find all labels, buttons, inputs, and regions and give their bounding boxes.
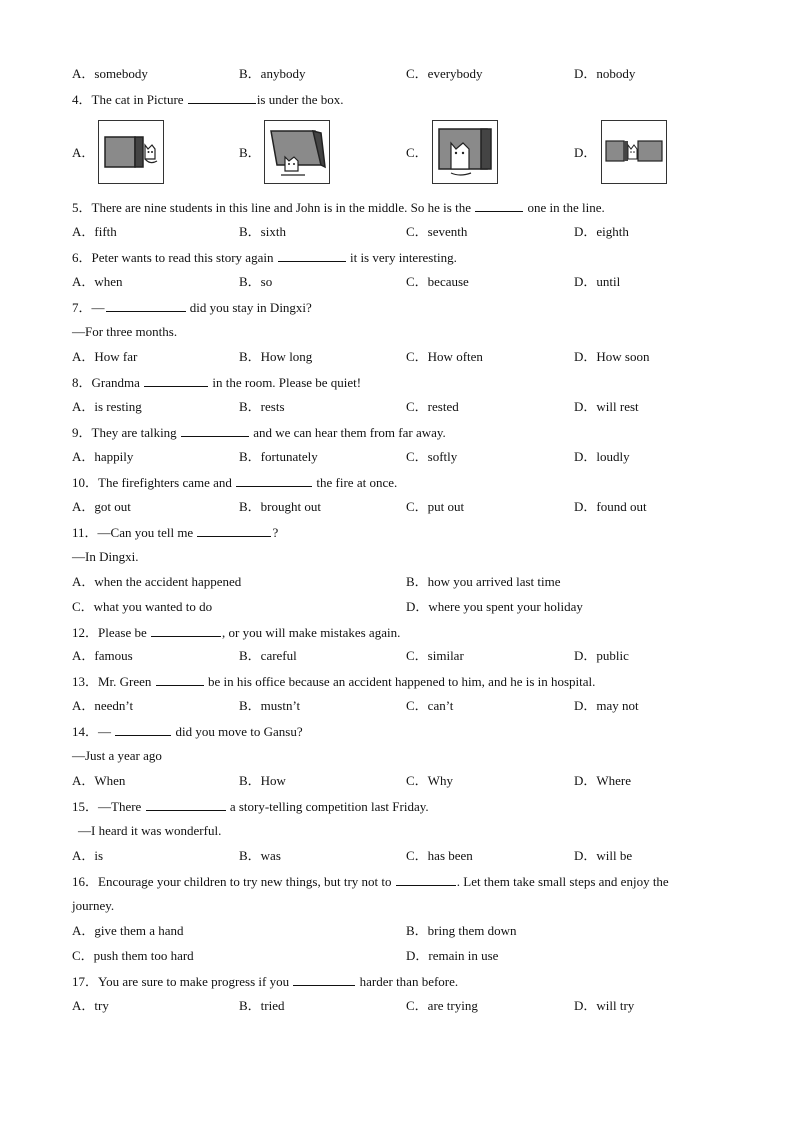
- q11-option-d[interactable]: D．where you spent your holiday: [406, 599, 583, 614]
- cat-in-box-icon[interactable]: [432, 120, 498, 184]
- q14-blank[interactable]: [115, 723, 171, 736]
- q5-blank[interactable]: [475, 199, 523, 212]
- q12-option-d[interactable]: D．public: [574, 648, 629, 663]
- q15-options: [0, 848, 794, 864]
- q7-options: [0, 349, 794, 365]
- q9-option-b[interactable]: B．fortunately: [239, 449, 318, 464]
- q6-option-c[interactable]: C．because: [406, 274, 469, 289]
- q11-blank[interactable]: [197, 524, 271, 537]
- q8-blank[interactable]: [144, 374, 208, 387]
- q10-option-b[interactable]: B．brought out: [239, 499, 321, 514]
- q4-blank[interactable]: [188, 91, 256, 104]
- q9-option-a[interactable]: A．happily: [72, 449, 134, 464]
- q13-blank[interactable]: [156, 673, 204, 686]
- q11-option-a[interactable]: A．when the accident happened: [72, 574, 242, 589]
- q17-blank[interactable]: [293, 973, 355, 986]
- cat-between-boxes-icon[interactable]: [601, 120, 667, 184]
- q4-picture-options: [0, 118, 794, 188]
- q3-option-d[interactable]: D．nobody: [574, 66, 636, 81]
- q5-options: [0, 224, 794, 240]
- q4-option-a[interactable]: A．: [72, 145, 95, 160]
- q3-option-b[interactable]: B．anybody: [239, 66, 306, 81]
- q11-reply: —In Dingxi.: [72, 549, 139, 564]
- q15-option-b[interactable]: B．was: [239, 848, 281, 863]
- q16-stem-continued: journey.: [72, 898, 115, 913]
- q15-stem: 15．—There a story-telling competition last Friday.: [72, 799, 429, 814]
- q3-options: [0, 66, 794, 82]
- q7-option-b[interactable]: B．How long: [239, 349, 313, 364]
- q10-option-c[interactable]: C．put out: [406, 499, 465, 514]
- q9-blank[interactable]: [181, 424, 249, 437]
- q14-option-c[interactable]: C．Why: [406, 773, 453, 788]
- q4-option-b[interactable]: B．: [239, 145, 261, 160]
- q12-option-b[interactable]: B．careful: [239, 648, 297, 663]
- q8-stem: 8．Grandma in the room. Please be quiet!: [72, 375, 362, 390]
- cat-beside-box-icon[interactable]: [98, 120, 164, 184]
- q11-option-c[interactable]: C．what you wanted to do: [72, 599, 213, 614]
- q17-stem: 17．You are sure to make progress if you harder than before.: [72, 974, 459, 989]
- q12-blank[interactable]: [151, 624, 221, 637]
- q15-blank[interactable]: [146, 798, 226, 811]
- q12-stem: 12．Please be , or you will make mistakes again.: [72, 625, 401, 640]
- q6-stem: 6．Peter wants to read this story again it is very interesting.: [72, 250, 457, 265]
- q9-option-c[interactable]: C．softly: [406, 449, 458, 464]
- q15-reply: —I heard it was wonderful.: [78, 823, 222, 838]
- q7-option-a[interactable]: A．How far: [72, 349, 138, 364]
- q15-option-c[interactable]: C．has been: [406, 848, 473, 863]
- q12-option-c[interactable]: C．similar: [406, 648, 464, 663]
- q10-option-a[interactable]: A．got out: [72, 499, 131, 514]
- q6-option-a[interactable]: A．when: [72, 274, 123, 289]
- q8-option-b[interactable]: B．rests: [239, 399, 285, 414]
- q12-option-a[interactable]: A．famous: [72, 648, 133, 663]
- q13-stem: 13．Mr. Green be in his office because an accident happened to him, and he is in hospital.: [72, 674, 596, 689]
- q11-options-row2: [0, 599, 794, 615]
- q17-option-d[interactable]: D．will try: [574, 998, 635, 1013]
- q10-stem: 10．The firefighters came and the fire at once.: [72, 475, 398, 490]
- q15-option-a[interactable]: A．is: [72, 848, 104, 863]
- q11-options-row1: [0, 574, 794, 590]
- q15-option-d[interactable]: D．will be: [574, 848, 633, 863]
- q16-blank[interactable]: [396, 873, 456, 886]
- q4-option-d[interactable]: D．: [574, 145, 597, 160]
- q9-option-d[interactable]: D．loudly: [574, 449, 630, 464]
- q17-option-b[interactable]: B．tried: [239, 998, 285, 1013]
- cat-under-box-icon[interactable]: [264, 120, 330, 184]
- q9-stem: 9．They are talking and we can hear them from far away.: [72, 425, 446, 440]
- q8-options: [0, 399, 794, 415]
- q4-option-c[interactable]: C．: [406, 145, 428, 160]
- q16-option-a[interactable]: A．give them a hand: [72, 923, 184, 938]
- q13-options: [0, 698, 794, 714]
- q11-stem: 11．—Can you tell me ?: [72, 525, 279, 540]
- q5-option-a[interactable]: A．fifth: [72, 224, 117, 239]
- q5-option-c[interactable]: C．seventh: [406, 224, 468, 239]
- q14-option-b[interactable]: B．How: [239, 773, 286, 788]
- q5-option-d[interactable]: D．eighth: [574, 224, 629, 239]
- q4-stem: 4．The cat in Picture is under the box.: [72, 92, 344, 107]
- q6-blank[interactable]: [278, 249, 346, 262]
- q7-option-c[interactable]: C．How often: [406, 349, 483, 364]
- q13-option-b[interactable]: B．mustn’t: [239, 698, 301, 713]
- q16-options-row2: [0, 948, 794, 964]
- q14-options: [0, 773, 794, 789]
- q10-option-d[interactable]: D．found out: [574, 499, 647, 514]
- q16-stem: 16．Encourage your children to try new things, but try not to . Let them take small steps and enjoy the: [72, 874, 669, 889]
- q10-blank[interactable]: [236, 474, 312, 487]
- q17-option-c[interactable]: C．are trying: [406, 998, 478, 1013]
- q9-options: [0, 449, 794, 465]
- q7-reply: —For three months.: [72, 324, 178, 339]
- q14-option-d[interactable]: D．Where: [574, 773, 632, 788]
- q14-reply: —Just a year ago: [72, 748, 162, 763]
- q7-option-d[interactable]: D．How soon: [574, 349, 650, 364]
- q7-blank[interactable]: [106, 299, 186, 312]
- q6-options: [0, 274, 794, 290]
- q11-option-b[interactable]: B．how you arrived last time: [406, 574, 561, 589]
- q3-option-c[interactable]: C．everybody: [406, 66, 483, 81]
- q14-stem: 14．— did you move to Gansu?: [72, 724, 303, 739]
- q8-option-a[interactable]: A．is resting: [72, 399, 142, 414]
- q7-stem: 7．— did you stay in Dingxi?: [72, 300, 312, 315]
- q13-option-d[interactable]: D．may not: [574, 698, 639, 713]
- q8-option-c[interactable]: C．rested: [406, 399, 459, 414]
- q6-option-b[interactable]: B．so: [239, 274, 273, 289]
- q13-option-c[interactable]: C．can’t: [406, 698, 454, 713]
- q17-option-a[interactable]: A．try: [72, 998, 109, 1013]
- q5-option-b[interactable]: B．sixth: [239, 224, 286, 239]
- q16-option-b[interactable]: B．bring them down: [406, 923, 517, 938]
- q16-option-d[interactable]: D．remain in use: [406, 948, 499, 963]
- q5-stem: 5．There are nine students in this line and John is in the middle. So he is the one in the line.: [72, 200, 605, 215]
- q6-option-d[interactable]: D．until: [574, 274, 621, 289]
- q16-option-c[interactable]: C．push them too hard: [72, 948, 194, 963]
- q17-options: [0, 998, 794, 1014]
- q8-option-d[interactable]: D．will rest: [574, 399, 639, 414]
- q16-options-row1: [0, 923, 794, 939]
- q3-option-a[interactable]: A．somebody: [72, 66, 148, 81]
- q13-option-a[interactable]: A．needn’t: [72, 698, 134, 713]
- q12-options: [0, 648, 794, 664]
- q14-option-a[interactable]: A．When: [72, 773, 126, 788]
- q10-options: [0, 499, 794, 515]
